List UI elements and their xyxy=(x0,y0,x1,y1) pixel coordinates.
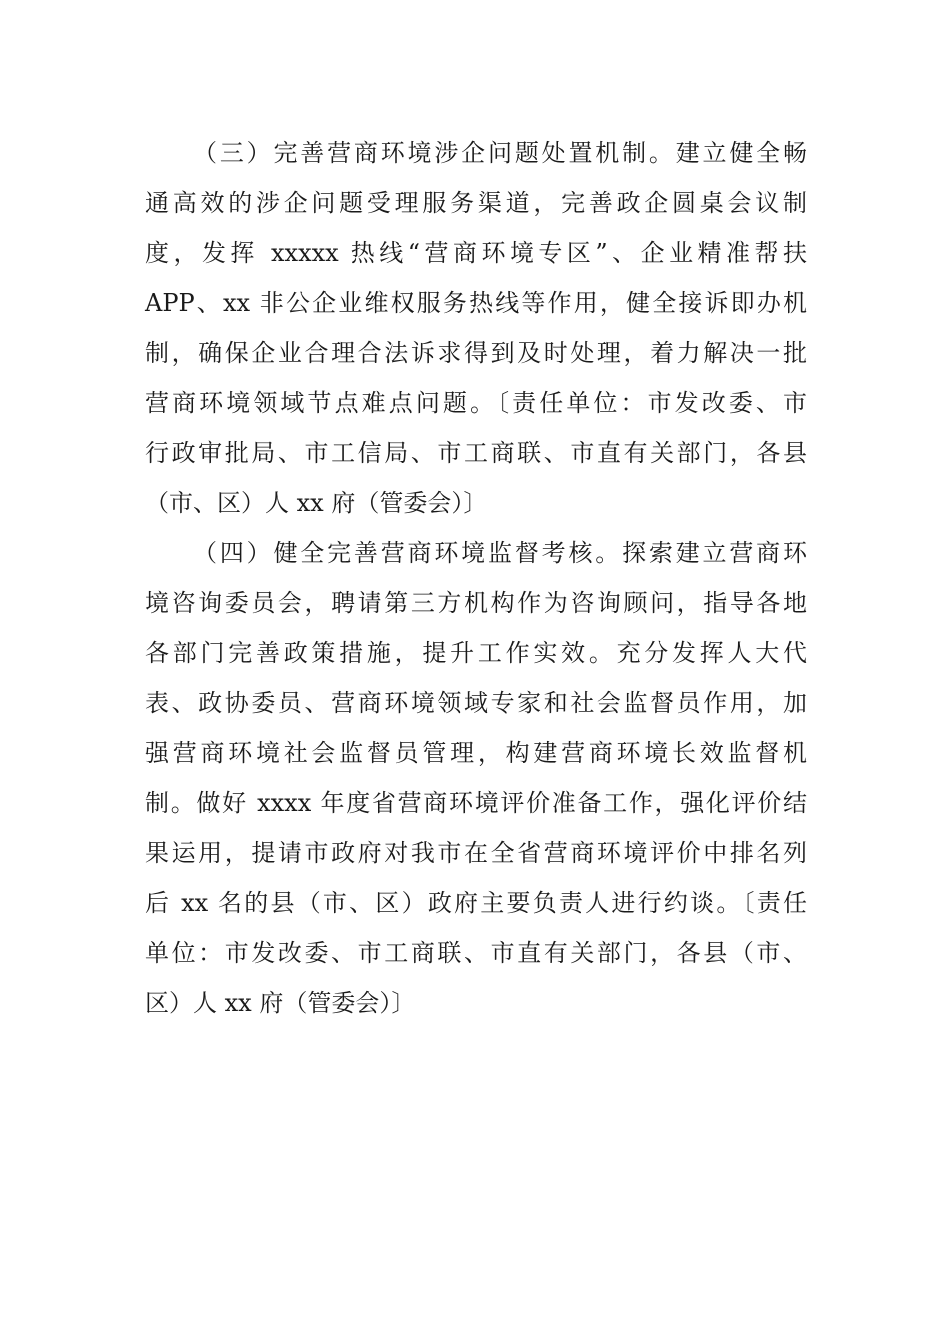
paragraph-line: 强营商环境社会监督员管理，构建营商环境长效监督机 xyxy=(145,739,807,767)
paragraph-line: （市、区）人 xx 府（管委会）〕 xyxy=(145,489,488,517)
paragraph-line: 制，确保企业合理合法诉求得到及时处理，着力解决一批 xyxy=(145,339,807,367)
paragraph-line: （三）完善营商环境涉企问题处置机制。建立健全畅 xyxy=(193,139,807,167)
paragraph-line: 各部门完善政策措施，提升工作实效。充分发挥人大代 xyxy=(145,639,807,667)
paragraph-line: 后 xx 名的县（市、区）政府主要负责人进行约谈。〔责任 xyxy=(145,889,807,917)
document-body xyxy=(145,128,807,1028)
paragraph-line: （四）健全完善营商环境监督考核。探索建立营商环 xyxy=(193,539,807,567)
paragraph-section-3 xyxy=(145,128,807,528)
paragraph-line: 营商环境领域节点难点问题。〔责任单位：市发改委、市 xyxy=(145,389,807,417)
paragraph-line: 行政审批局、市工信局、市工商联、市直有关部门，各县 xyxy=(145,439,807,467)
paragraph-line: 果运用，提请市政府对我市在全省营商环境评价中排名列 xyxy=(145,839,807,867)
paragraph-line: 制。做好 xxxx 年度省营商环境评价准备工作，强化评价结 xyxy=(145,789,807,817)
paragraph-line: 单位：市发改委、市工商联、市直有关部门，各县（市、 xyxy=(145,939,807,967)
paragraph-line: 区）人 xx 府（管委会）〕 xyxy=(145,989,416,1017)
paragraph-section-4 xyxy=(145,528,807,1028)
paragraph-line: 表、政协委员、营商环境领域专家和社会监督员作用，加 xyxy=(145,689,807,717)
paragraph-line: 境咨询委员会，聘请第三方机构作为咨询顾问，指导各地 xyxy=(145,589,807,617)
paragraph-line: 度，发挥 xxxxx 热线“营商环境专区”、企业精准帮扶 xyxy=(145,239,807,267)
paragraph-line: 通高效的涉企问题受理服务渠道，完善政企圆桌会议制 xyxy=(145,189,807,217)
paragraph-line: APP、xx 非公企业维权服务热线等作用，健全接诉即办机 xyxy=(145,289,807,317)
